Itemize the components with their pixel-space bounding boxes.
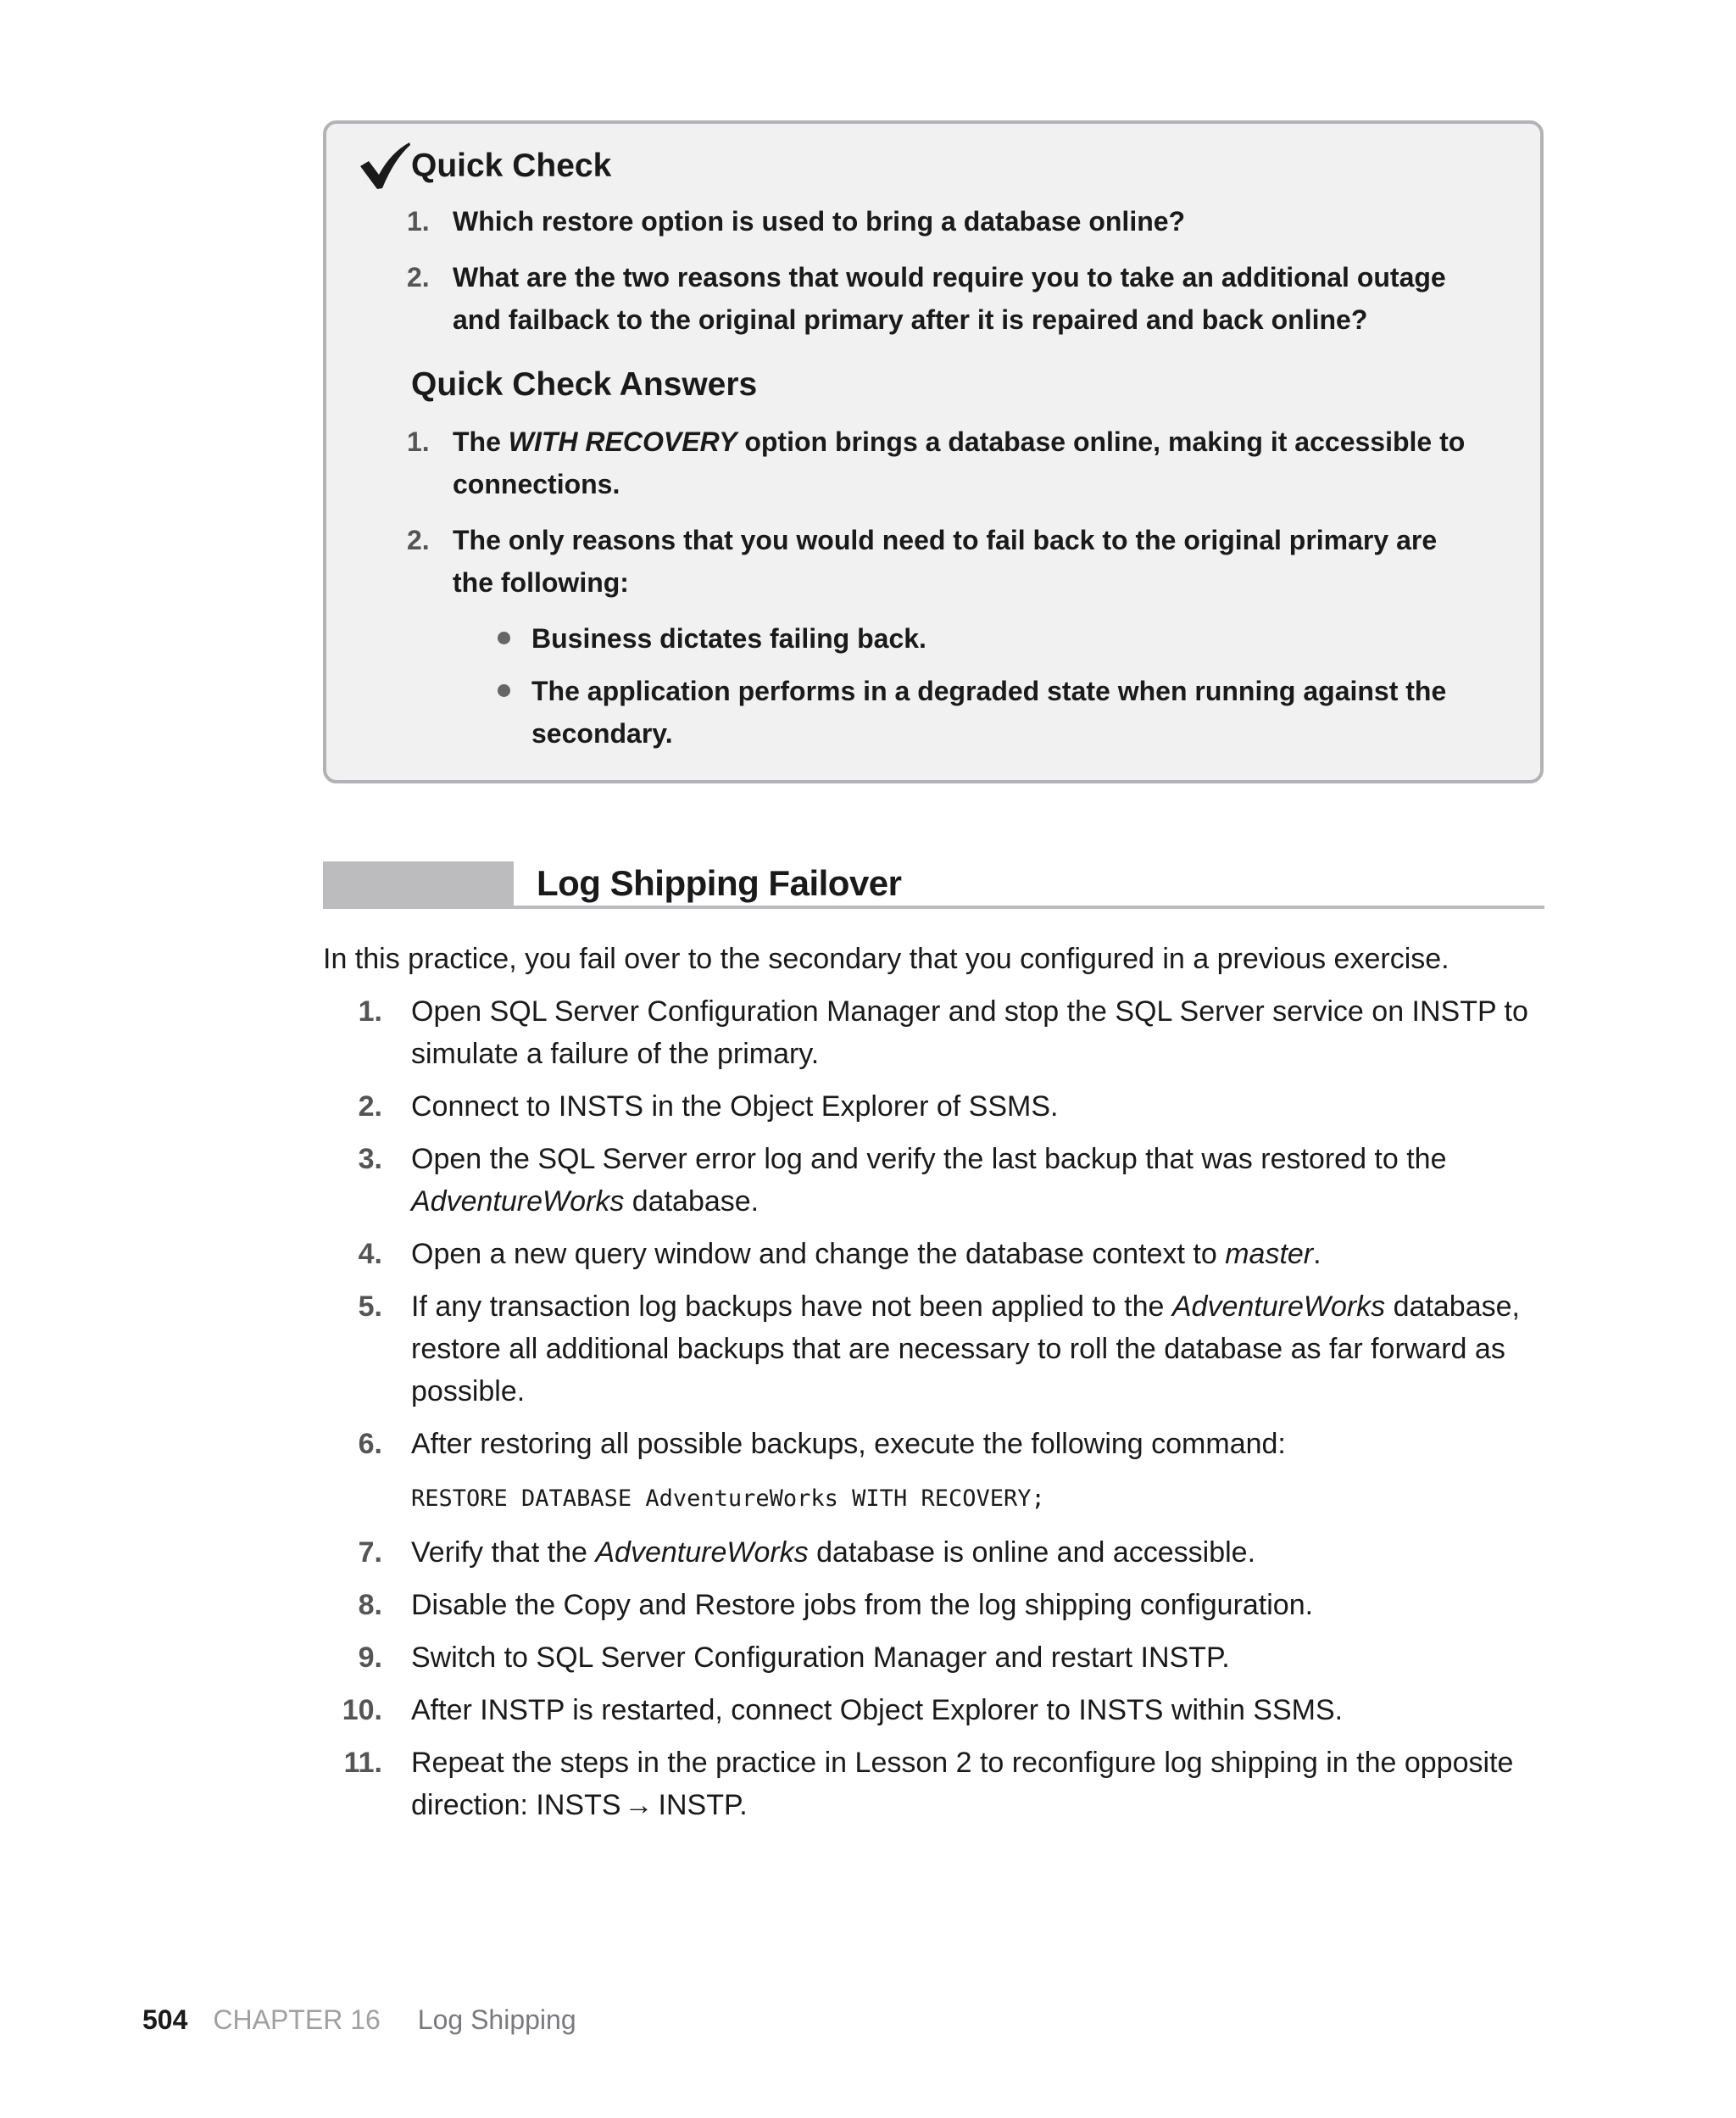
- step-item: [323, 1531, 1561, 1574]
- quick-check-answers: [407, 421, 1475, 768]
- step-text-pre: Open a new query window and change the database context to: [411, 1238, 1226, 1270]
- answer-bullets: [453, 617, 1475, 755]
- answer-text: The only reasons that you would need to fail back to the original primary are the following:: [453, 525, 1438, 598]
- step-number: 2.: [358, 1090, 382, 1123]
- step-text: Connect to INSTS in the Object Explorer of SSMS.: [411, 1090, 1059, 1123]
- step-number: 1.: [358, 995, 382, 1028]
- answer-text-italic: WITH RECOVERY: [508, 426, 737, 457]
- checkmark-icon: [359, 141, 411, 192]
- question-item: [407, 200, 1475, 242]
- step-text-post: database.: [624, 1185, 760, 1218]
- chapter-label: CHAPTER 16: [213, 2004, 381, 2035]
- step-number: 5.: [358, 1290, 382, 1323]
- quick-check-box: [323, 120, 1544, 783]
- step-text-italic: AdventureWorks: [411, 1185, 625, 1218]
- step-text-italic: AdventureWorks: [595, 1536, 809, 1569]
- step-item: [323, 990, 1561, 1075]
- step-item: [323, 1636, 1561, 1679]
- step-number: 8.: [358, 1589, 382, 1621]
- answer-bullet-text: Business dictates failing back.: [531, 623, 926, 654]
- step-item: [323, 1689, 1561, 1731]
- answer-text-pre: The: [453, 426, 509, 457]
- step-text-pre: Open the SQL Server error log and verify the last backup that was restored to the: [411, 1143, 1447, 1175]
- step-text-post: INSTP.: [658, 1789, 748, 1821]
- answer-text-post: option brings a database online, making it accessible to connections.: [453, 426, 1466, 499]
- chapter-title: Log Shipping: [417, 2004, 576, 2035]
- answer-item: [407, 519, 1475, 755]
- step-text-italic: AdventureWorks: [1171, 1290, 1386, 1323]
- step-text: After INSTP is restarted, connect Object Explorer to INSTS within SSMS.: [411, 1694, 1344, 1726]
- section-header: [323, 861, 1544, 909]
- bullet-icon: [498, 632, 510, 644]
- step-text-pre: Verify that the: [411, 1536, 596, 1569]
- right-arrow-icon: →: [624, 1789, 654, 1821]
- step-text: After restoring all possible backups, execute the following command:: [411, 1428, 1286, 1460]
- answer-bullet-item: [453, 670, 1475, 755]
- step-number: 3.: [358, 1143, 382, 1175]
- step-item: [323, 1085, 1561, 1128]
- quick-check-answers-title: Quick Check Answers: [411, 366, 758, 403]
- quick-check-title: Quick Check: [411, 148, 612, 184]
- quick-check-questions: [407, 200, 1475, 354]
- step-text-post: database, restore all additional backups that are necessary to roll the database as far forward as possible.: [411, 1290, 1520, 1407]
- question-item: [407, 256, 1475, 341]
- answer-number: 2.: [407, 525, 430, 555]
- answer-number: 1.: [407, 426, 430, 457]
- section-bar: [323, 861, 514, 909]
- step-item: [323, 1584, 1561, 1626]
- answer-bullet-text: The application performs in a degraded state when running against the secondary.: [531, 676, 1447, 749]
- question-number: 1.: [407, 206, 430, 237]
- step-item: [323, 1233, 1561, 1275]
- section-intro: In this practice, you fail over to the secondary that you configured in a previous exercise.: [323, 943, 1449, 975]
- bullet-icon: [498, 684, 510, 697]
- answer-item: [407, 421, 1475, 505]
- step-item: [323, 1138, 1561, 1223]
- step-item: [323, 1285, 1561, 1413]
- step-number: 4.: [358, 1238, 382, 1270]
- question-text: Which restore option is used to bring a database online?: [453, 206, 1186, 237]
- step-text-post: database is online and accessible.: [808, 1536, 1256, 1569]
- step-text-post: .: [1313, 1238, 1321, 1270]
- step-text: Switch to SQL Server Configuration Manager and restart INSTP.: [411, 1641, 1230, 1674]
- question-number: 2.: [407, 262, 430, 293]
- question-text: What are the two reasons that would require you to take an additional outage and failback to the original primary after it is repaired and back online?: [453, 262, 1446, 335]
- code-block-item: [323, 1482, 1561, 1516]
- step-text-pre: If any transaction log backups have not been applied to the: [411, 1290, 1172, 1323]
- step-item: [323, 1423, 1561, 1465]
- step-number: 7.: [358, 1536, 382, 1569]
- step-text: Open SQL Server Configuration Manager and stop the SQL Server service on INSTP to simulate a failure of the primary.: [411, 995, 1528, 1070]
- step-text: Disable the Copy and Restore jobs from the log shipping configuration.: [411, 1589, 1314, 1621]
- section-title: Log Shipping Failover: [537, 863, 902, 903]
- step-number: 9.: [358, 1641, 382, 1674]
- code-block: RESTORE DATABASE AdventureWorks WITH RECOVERY;: [411, 1485, 1045, 1512]
- page-footer: [142, 2002, 576, 2037]
- answer-bullet-item: [453, 617, 1475, 660]
- step-item: [323, 1742, 1561, 1826]
- step-number: 11.: [343, 1747, 382, 1779]
- page-number: 504: [142, 2004, 188, 2035]
- step-number: 6.: [358, 1428, 382, 1460]
- steps-list: [323, 990, 1561, 1837]
- step-text-pre: Repeat the steps in the practice in Lesson 2 to reconfigure log shipping in the opposite direction: INSTS: [411, 1747, 1514, 1821]
- step-text-italic: master: [1225, 1238, 1314, 1270]
- step-number: 10.: [342, 1694, 382, 1726]
